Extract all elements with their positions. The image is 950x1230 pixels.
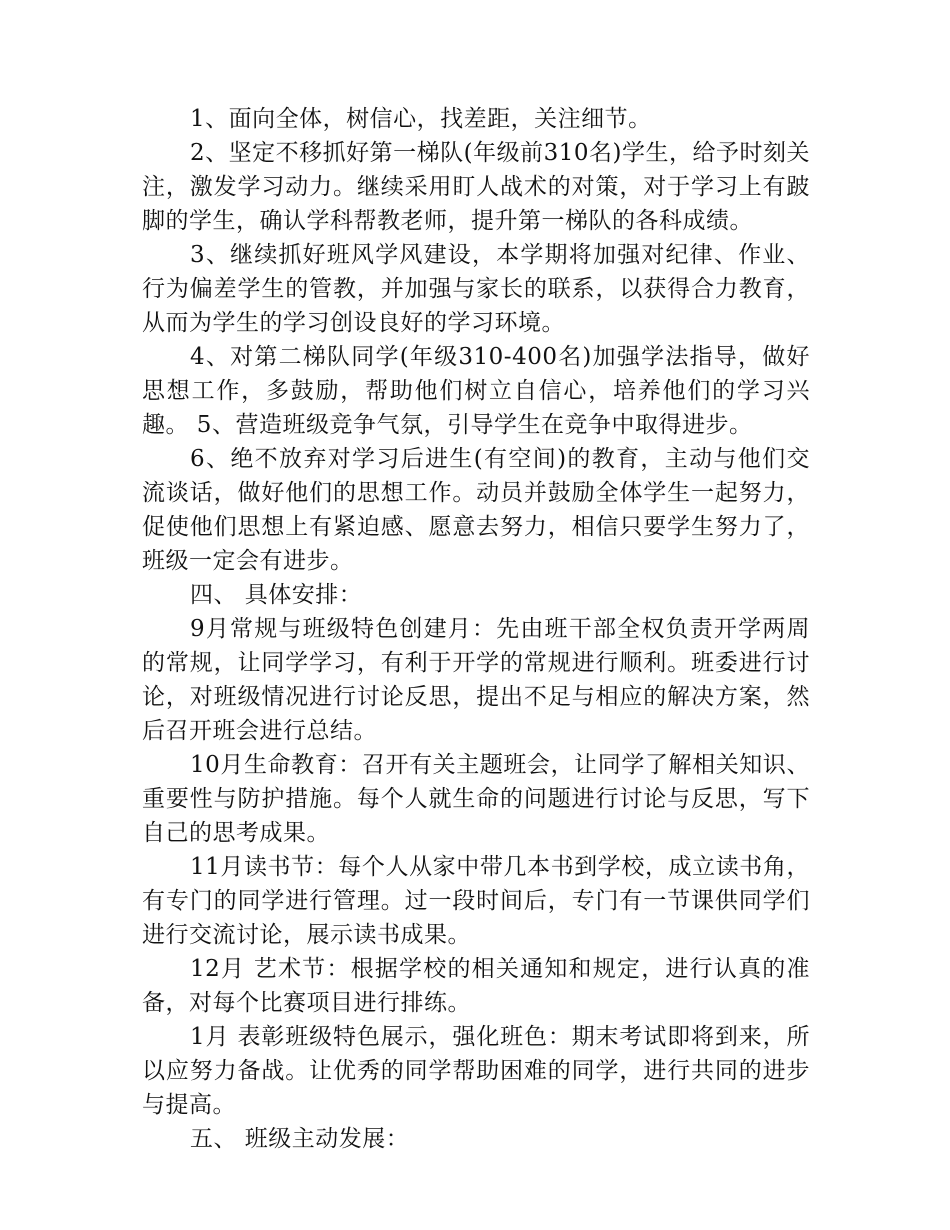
section-heading-schedule: 四、 具体安排： [190,582,363,608]
document-body [142,102,810,1156]
paragraph-item-2: 2、坚定不移抓好第一梯队(年级前310名)学生，给予时刻关注，激发学习动力。继续采用盯人战术的对策，对于学习上有跛脚的学生，确认学科帮教老师，提升第一梯队的各科成绩。 [142,140,810,234]
paragraph-january: 1月 表彰班级特色展示，强化班色：期末考试即将到来，所以应努力备战。让优秀的同学帮助困难的同学，进行共同的进步与提高。 [142,1024,810,1118]
paragraph-september: 9月常规与班级特色创建月：先由班干部全权负责开学两周的常规，让同学学习，有利于开学的常规进行顺利。班委进行讨论，对班级情况进行讨论反思，提出不足与相应的解决方案，然后召开班会进行总结。 [142,616,810,744]
paragraph-item-4: 4、对第二梯队同学(年级310-400名)加强学法指导，做好思想工作，多鼓励，帮助他们树立自信心，培养他们的学习兴趣。 5、营造班级竞争气氛，引导学生在竞争中取得进步。 [142,344,810,438]
paragraph-item-1: 1、面向全体，树信心，找差距，关注细节。 [190,106,652,132]
section-heading-development: 五、 班级主动发展： [190,1126,410,1152]
paragraph-october: 10月生命教育：召开有关主题班会，让同学了解相关知识、重要性与防护措施。每个人就生命的问题进行讨论与反思，写下自己的思考成果。 [142,752,810,846]
paragraph-november: 11月读书节：每个人从家中带几本书到学校，成立读书角，有专门的同学进行管理。过一段时间后，专门有一节课供同学们进行交流讨论，展示读书成果。 [142,854,810,948]
paragraph-item-5: 6、绝不放弃对学习后进生(有空间)的教育，主动与他们交流谈话，做好他们的思想工作。动员并鼓励全体学生一起努力，促使他们思想上有紧迫感、愿意去努力，相信只要学生努力了，班级一定会有进步。 [142,446,810,574]
paragraph-item-3: 3、继续抓好班风学风建设，本学期将加强对纪律、作业、行为偏差学生的管教，并加强与家长的联系，以获得合力教育，从而为学生的学习创设良好的学习环境。 [142,242,810,336]
paragraph-december: 12月 艺术节：根据学校的相关通知和规定，进行认真的准备，对每个比赛项目进行排练。 [142,956,810,1016]
